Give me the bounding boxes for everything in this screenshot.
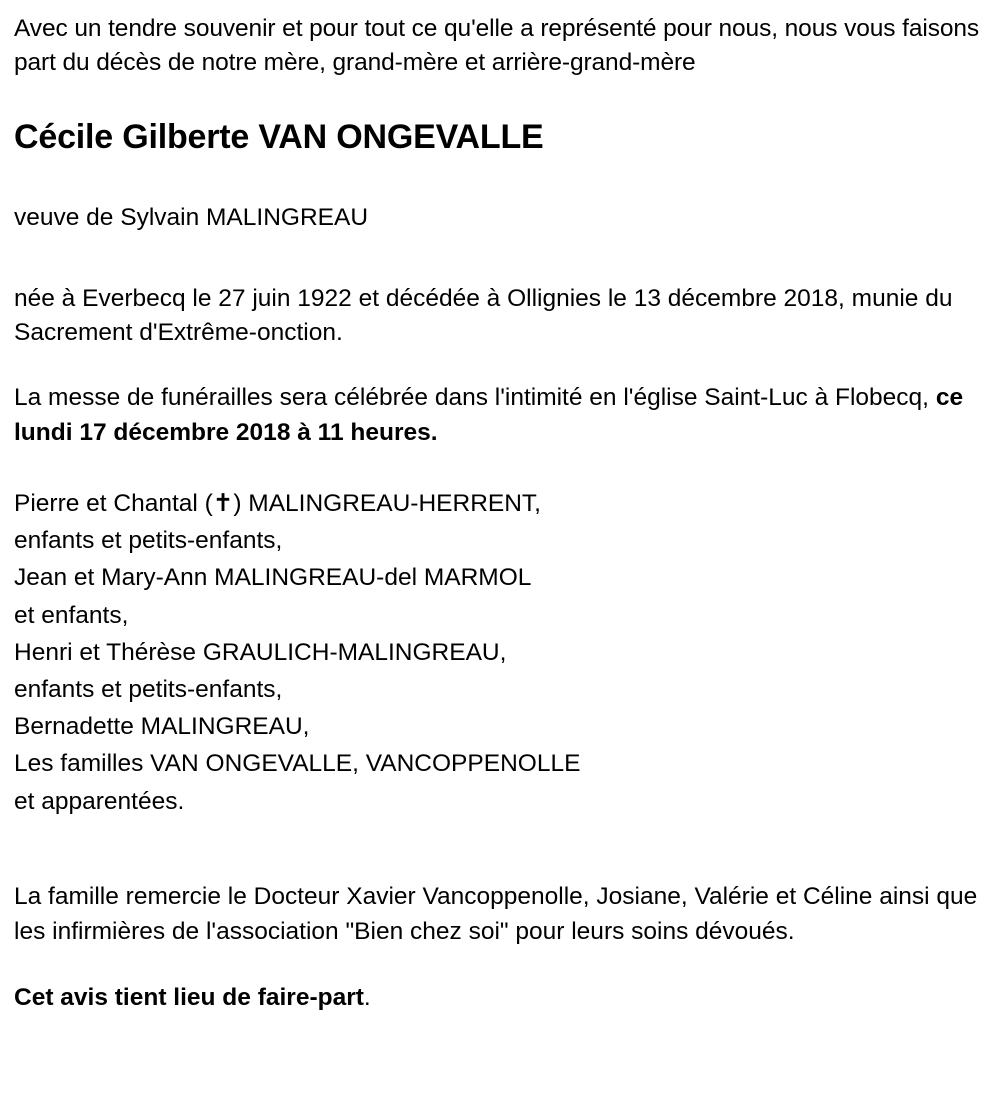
list-item: Henri et Thérèse GRAULICH-MALINGREAU, bbox=[14, 638, 507, 666]
list-item: Jean et Mary-Ann MALINGREAU-del MARMOL bbox=[14, 564, 532, 592]
deceased-name: Cécile Gilberte VAN ONGEVALLE bbox=[14, 117, 544, 156]
list-item: Pierre et Chantal (✝) MALINGREAU-HERRENT, bbox=[14, 489, 541, 517]
list-item: enfants et petits-enfants, bbox=[14, 675, 283, 703]
list-item: enfants et petits-enfants, bbox=[14, 527, 283, 555]
thanks-paragraph: La famille remercie le Docteur Xavier Vancoppenolle, Josiane, Valérie et Céline ainsi que les infirmières de l'association "Bien chez soi" pour leurs soins dévoués. bbox=[14, 882, 978, 945]
family-list bbox=[14, 485, 986, 820]
funeral-datetime: ce lundi 17 décembre 2018 à 11 heures. bbox=[14, 384, 964, 447]
intro-paragraph: Avec un tendre souvenir et pour tout ce qu'elle a représenté pour nous, nous vous faisons part du décès de notre mère, grand-mère et arrière-grand-mère bbox=[14, 15, 980, 77]
funeral-paragraph bbox=[14, 381, 986, 451]
birth-death-paragraph: née à Everbecq le 27 juin 1922 et décédée à Ollignies le 13 décembre 2018, munie du Sacrement d'Extrême-onction. bbox=[14, 284, 953, 347]
list-item: et apparentées. bbox=[14, 787, 185, 815]
list-item: Bernadette MALINGREAU, bbox=[14, 713, 310, 741]
closing-bold-text: Cet avis tient lieu de faire-part bbox=[14, 984, 364, 1012]
spouse-line: veuve de Sylvain MALINGREAU bbox=[14, 204, 369, 232]
list-item: et enfants, bbox=[14, 601, 129, 629]
closing-rest-text: . bbox=[363, 984, 371, 1012]
funeral-text: La messe de funérailles sera célébrée dans l'intimité en l'église Saint-Luc à Flobecq, bbox=[14, 384, 936, 412]
closing-paragraph bbox=[14, 981, 986, 1015]
list-item: Les familles VAN ONGEVALLE, VANCOPPENOLLE bbox=[14, 750, 581, 778]
